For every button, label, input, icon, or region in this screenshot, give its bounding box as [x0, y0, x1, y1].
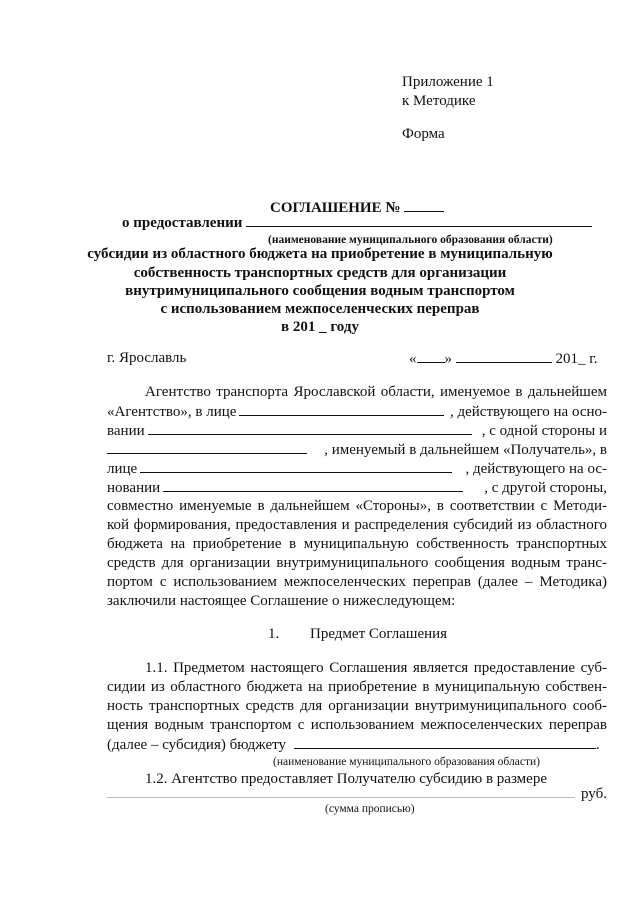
preamble-line-3: вании , с одной стороны и [107, 423, 607, 439]
p11-line-3: ность транспортных средств для организации внутримуниципального сооб- [107, 698, 607, 714]
day-blank [417, 349, 445, 363]
representative-blank [239, 402, 444, 416]
p11-caption: (наименование муниципального образования области) [273, 756, 540, 768]
preamble-line-7: совместно именуемые в дальнейшем «Стороны», в соответствии с Методи- [107, 498, 607, 514]
preamble-line-12: заключили настоящее Соглашение о нижеследующем: [107, 593, 456, 609]
section-heading: Предмет Соглашения [310, 626, 448, 642]
preamble-line-4: , именуемый в дальнейшем «Получатель», в [107, 440, 607, 460]
title-line-1: субсидии из областного бюджета на приобретение в муниципальную [87, 246, 553, 262]
preamble-line-8: кой формирования, предоставления и распределения субсидий из областного [107, 517, 607, 533]
municipality-caption: (наименование муниципального образования области) [268, 234, 553, 246]
sum-caption: (сумма прописью) [325, 803, 415, 815]
basis-blank [148, 421, 472, 435]
p11-line-5: (далее – субсидия) бюджету . [107, 737, 600, 753]
p11-line-2: сидии из областного бюджета на приобретение в муниципальную собствен- [107, 679, 607, 695]
preamble-line-11: портом с использованием межпоселенческих переправ (далее – Методика) [107, 574, 607, 590]
about-line: о предоставлении [122, 213, 592, 233]
p11-line-4: щения водным транспортом с использованием межпоселенческих переправ [107, 717, 607, 733]
date-line: « » 201_ г. [409, 351, 598, 367]
form-label: Форма [402, 126, 445, 142]
title-line-5: в 201 _ году [281, 319, 359, 335]
title-line-2: собственность транспортных средств для организации [133, 265, 507, 281]
p11-line-1: 1.1. Предметом настоящего Соглашения является предоставление суб- [145, 660, 607, 676]
title-line-4: с использованием межпоселенческих переправ [160, 301, 480, 317]
preamble-line-1: Агентство транспорта Ярославской области, именуемое в дальнейшем [145, 384, 607, 400]
preamble-line-6: новании , с другой стороны, [107, 480, 607, 496]
month-blank [456, 349, 552, 363]
agreement-title: СОГЛАШЕНИЕ № [270, 198, 444, 218]
recipient-basis-blank [163, 478, 463, 492]
budget-blank [294, 735, 596, 749]
agreement-number-blank [404, 198, 444, 212]
preamble-line-2: «Агентство», в лице , действующего на осно- [107, 404, 607, 420]
preamble-line-9: бюджета на приобретение в муниципальную собственность транспортных [107, 536, 607, 552]
municipality-blank [246, 213, 592, 227]
city: г. Ярославль [107, 350, 187, 366]
sum-line: руб. [107, 784, 607, 804]
title-line-3: внутримуниципального сообщения водным транспортом [125, 283, 515, 299]
section-number: 1. [268, 626, 280, 642]
sum-blank [107, 784, 575, 798]
preamble-line-5: лице , действующего на ос- [107, 461, 607, 477]
appendix-line-2: к Методике [402, 93, 476, 109]
recipient-blank [107, 440, 307, 454]
preamble-line-10: средств для организации внутримуниципального сообщения водным транс- [107, 555, 607, 571]
recipient-representative-blank [140, 459, 452, 473]
appendix-line-1: Приложение 1 [402, 74, 494, 90]
p12-line: 1.2. Агентство предоставляет Получателю субсидию в размере [145, 771, 547, 787]
